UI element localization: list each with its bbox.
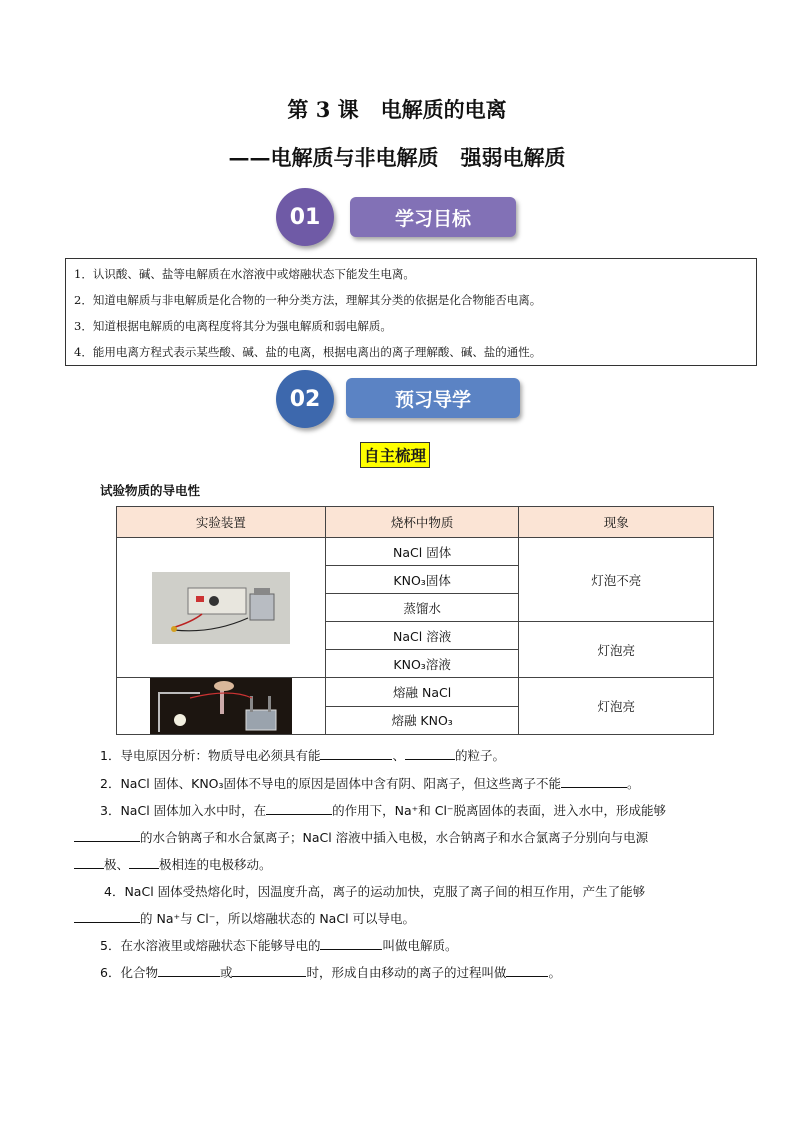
answer-blank[interactable]	[74, 856, 104, 869]
answer-blank[interactable]	[320, 747, 392, 760]
answer-blank[interactable]	[232, 964, 306, 977]
experiment-table	[116, 506, 714, 735]
table-cell-substance: NaCl 溶液	[325, 622, 519, 650]
table-cell-substance: 蒸馏水	[325, 594, 519, 622]
self-study-heading: 自主梳理	[360, 442, 430, 468]
answer-blank[interactable]	[158, 964, 220, 977]
answer-blank[interactable]	[74, 910, 140, 923]
table-cell-phenomenon: 灯泡不亮	[519, 538, 714, 622]
section-label-goals: 学习目标	[350, 197, 516, 237]
table-cell-substance: NaCl 固体	[325, 538, 519, 566]
question-5: 5．在水溶液里或熔融状态下能够导电的 叫做电解质。	[100, 938, 458, 953]
table-header: 烧杯中物质	[325, 507, 519, 538]
goal-item: 2．知道电解质与非电解质是化合物的一种分类方法，理解其分类的依据是化合物能否电离。	[74, 293, 542, 307]
table-header: 实验装置	[117, 507, 326, 538]
experiment-title: 试验物质的导电性	[100, 483, 201, 498]
question-3-line-2: 的水合钠离子和水合氯离子；NaCl 溶液中插入电极，水合钠离子和水合氯离子分别向与电源	[74, 828, 648, 846]
question-4-line-1: 4．NaCl 固体受热熔化时，因温度升高，离子的运动加快，克服了离子间的相互作用，产生了能够	[104, 884, 646, 899]
question-2: 2．NaCl 固体、KNO₃固体不导电的原因是固体中含有阴、阳离子，但这些离子不能 。	[100, 776, 640, 791]
question-3-line-1: 3．NaCl 固体加入水中时，在 的作用下，Na⁺和 Cl⁻脱离固体的表面，进入水中，形成能够	[100, 803, 667, 818]
answer-blank[interactable]	[405, 747, 455, 760]
question-3-line-3: 极、 极相连的电极移动。	[74, 855, 272, 873]
goal-item: 3．知道根据电解质的电离程度将其分为强电解质和弱电解质。	[74, 319, 392, 333]
apparatus-image-cell-1	[117, 538, 326, 678]
section-number-02: 02	[276, 370, 334, 428]
section-label-preview: 预习导学	[346, 378, 520, 418]
table-cell-substance: KNO₃溶液	[325, 650, 519, 678]
goal-item: 1．认识酸、碱、盐等电解质在水溶液中或熔融状态下能发生电离。	[74, 267, 415, 281]
answer-blank[interactable]	[320, 937, 382, 950]
question-6: 6．化合物 或 时，形成自由移动的离子的过程叫做 。	[100, 965, 561, 980]
conductivity-apparatus-image	[152, 572, 290, 644]
apparatus-image-cell-2	[117, 678, 326, 735]
table-header: 现象	[519, 507, 714, 538]
answer-blank[interactable]	[74, 829, 140, 842]
section-number-01: 01	[276, 188, 334, 246]
answer-blank[interactable]	[266, 802, 332, 815]
learning-goals-box	[65, 258, 757, 366]
table-cell-substance: 熔融 KNO₃	[325, 706, 519, 735]
page-title: 第 3 课 电解质的电离	[287, 97, 507, 122]
answer-blank[interactable]	[129, 856, 159, 869]
question-4-line-2: 的 Na⁺与 Cl⁻，所以熔融状态的 NaCl 可以导电。	[74, 909, 415, 927]
table-cell-phenomenon: 灯泡亮	[519, 678, 714, 735]
molten-salt-apparatus-image	[150, 678, 292, 734]
table-cell-phenomenon: 灯泡亮	[519, 622, 714, 678]
page-subtitle: ——电解质与非电解质 强弱电解质	[228, 145, 566, 170]
goal-item: 4．能用电离方程式表示某些酸、碱、盐的电离，根据电离出的离子理解酸、碱、盐的通性。	[74, 345, 542, 359]
table-cell-substance: 熔融 NaCl	[325, 678, 519, 707]
answer-blank[interactable]	[506, 964, 548, 977]
table-cell-substance: KNO₃固体	[325, 566, 519, 594]
question-1: 1．导电原因分析：物质导电必须具有能 、 的粒子。	[100, 748, 505, 763]
answer-blank[interactable]	[561, 775, 627, 788]
